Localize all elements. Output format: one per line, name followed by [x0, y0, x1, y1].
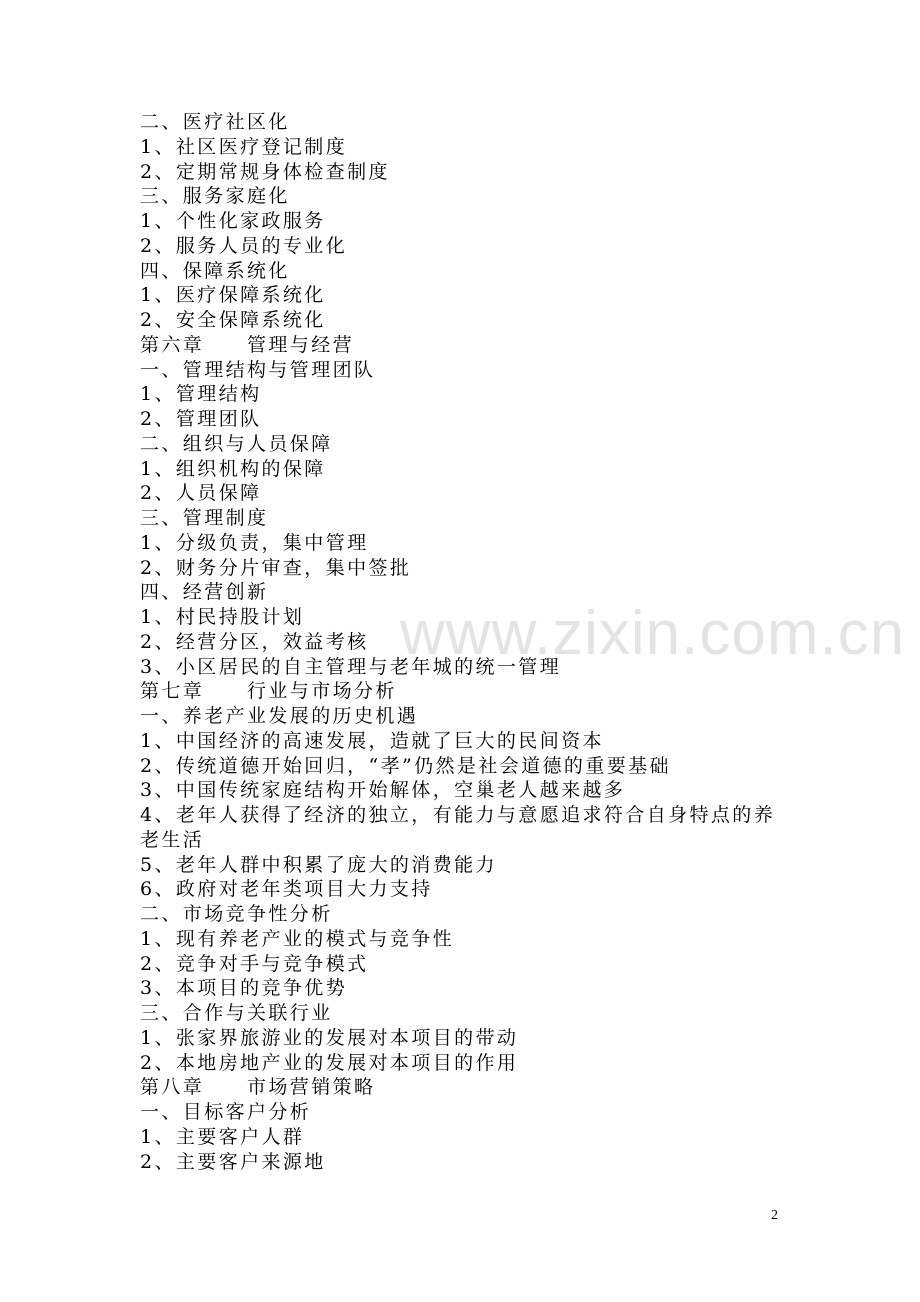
outline-line: 6、政府对老年类项目大力支持 [140, 878, 433, 901]
outline-line: 1、个性化家政服务 [140, 210, 326, 232]
outline-line: 1、分级负责，集中管理 [140, 531, 369, 554]
outline-line: 1、管理结构 [140, 383, 262, 406]
chapter-heading: 第八章 市场营销策略 [140, 1076, 376, 1099]
outline-line: 二、组织与人员保障 [140, 432, 333, 455]
outline-line: 1、村民持股计划 [140, 606, 305, 628]
outline-line: 3、本项目的竞争优势 [140, 977, 348, 1000]
outline-line: 一、目标客户分析 [140, 1101, 312, 1123]
chapter-heading: 第七章 行业与市场分析 [140, 680, 397, 703]
outline-line: 2、本地房地产业的发展对本项目的作用 [140, 1051, 519, 1074]
outline-line: 二、医疗社区化 [140, 111, 290, 133]
outline-line: 2、服务人员的专业化 [140, 234, 348, 257]
outline-line: 二、市场竞争性分析 [140, 903, 333, 925]
outline-line: 1、张家界旅游业的发展对本项目的带动 [140, 1026, 519, 1049]
chapter-heading: 第六章 管理与经营 [140, 333, 355, 356]
outline-text [140, 110, 785, 1174]
outline-line: 1、组织机构的保障 [140, 457, 326, 480]
outline-line: 2、主要客户来源地 [140, 1150, 326, 1173]
outline-line: 一、养老产业发展的历史机遇 [140, 705, 419, 727]
outline-line: 三、服务家庭化 [140, 185, 290, 208]
outline-line: 三、合作与关联行业 [140, 1002, 333, 1024]
outline-line: 2、竞争对手与竞争模式 [140, 952, 369, 975]
outline-line: 1、现有养老产业的模式与竞争性 [140, 927, 455, 950]
outline-line: 1、医疗保障系统化 [140, 284, 326, 307]
watermark: www.zixin.com.cn [400, 599, 906, 668]
outline-line: 3、中国传统家庭结构开始解体，空巢老人越来越多 [140, 779, 626, 802]
outline-line: 2、财务分片审查，集中签批 [140, 556, 412, 579]
outline-line: 2、安全保障系统化 [140, 309, 326, 331]
outline-line: 5、老年人群中积累了庞大的消费能力 [140, 853, 497, 876]
outline-line: 四、经营创新 [140, 581, 269, 604]
outline-line: 三、管理制度 [140, 507, 269, 529]
outline-line: 2、人员保障 [140, 482, 262, 505]
outline-line: 2、管理团队 [140, 408, 262, 430]
outline-line: 4、老年人获得了经济的独立，有能力与意愿追求符合自身特点的养老生活 [140, 804, 776, 851]
outline-line: 3、小区居民的自主管理与老年城的统一管理 [140, 655, 562, 678]
page-number: 2 [771, 1208, 778, 1223]
outline-line: 1、社区医疗登记制度 [140, 135, 348, 158]
outline-line: 2、经营分区，效益考核 [140, 630, 369, 653]
outline-line: 四、保障系统化 [140, 259, 290, 282]
outline-line: 2、传统道德开始回归，“孝”仍然是社会道德的重要基础 [140, 754, 671, 777]
outline-line: 1、主要客户人群 [140, 1125, 305, 1148]
outline-line: 1、中国经济的高速发展，造就了巨大的民间资本 [140, 729, 604, 752]
outline-line: 2、定期常规身体检查制度 [140, 160, 390, 183]
outline-line: 一、管理结构与管理团队 [140, 358, 376, 381]
